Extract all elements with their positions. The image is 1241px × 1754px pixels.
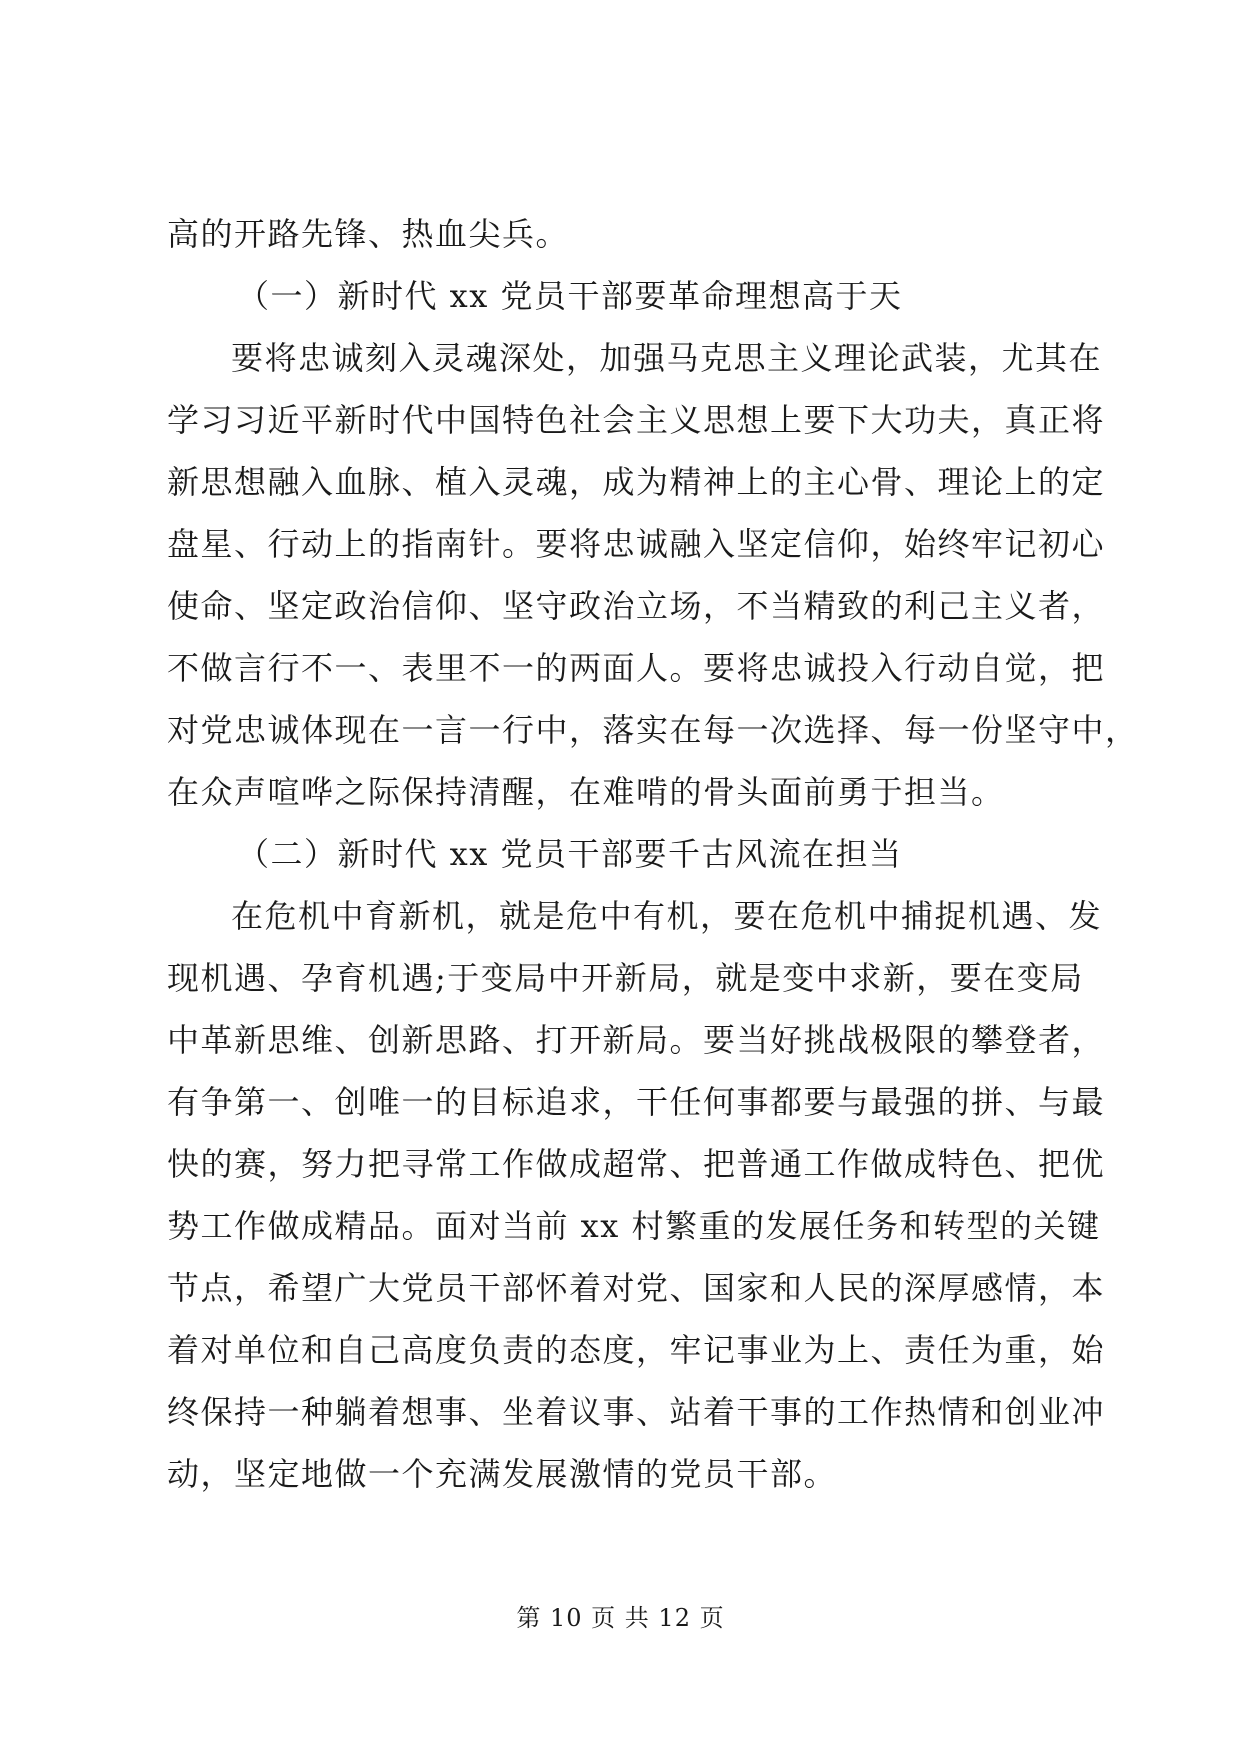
paragraph-line: 势工作做成精品。面对当前 xx 村繁重的发展任务和转型的关键 — [167, 1207, 1101, 1245]
page-number-footer: 第 10 页 共 12 页 — [516, 1604, 725, 1632]
paragraph-line: 节点，希望广大党员干部怀着对党、国家和人民的深厚感情，本 — [167, 1269, 1106, 1307]
paragraph-line: 在危机中育新机，就是危中有机，要在危机中捕捉机遇、发 — [231, 897, 1103, 935]
paragraph-line: 终保持一种躺着想事、坐着议事、站着干事的工作热情和创业冲 — [167, 1393, 1106, 1431]
paragraph-line: 中革新思维、创新思路、打开新局。要当好挑战极限的攀登者， — [167, 1021, 1106, 1059]
document-body — [167, 203, 1139, 1505]
paragraph-line: 要将忠诚刻入灵魂深处，加强马克思主义理论武装，尤其在 — [231, 339, 1103, 377]
paragraph-line: 动，坚定地做一个充满发展激情的党员干部。 — [167, 1455, 838, 1493]
paragraph-line: 在众声喧哗之际保持清醒，在难啃的骨头面前勇于担当。 — [167, 773, 1005, 811]
paragraph-line: 快的赛，努力把寻常工作做成超常、把普通工作做成特色、把优 — [167, 1145, 1106, 1183]
paragraph-line: 不做言行不一、表里不一的两面人。要将忠诚投入行动自觉，把 — [167, 649, 1106, 687]
section-heading-1: （一）新时代 xx 党员干部要革命理想高于天 — [237, 277, 903, 315]
paragraph-line: 有争第一、创唯一的目标追求，干任何事都要与最强的拼、与最 — [167, 1083, 1106, 1121]
paragraph-line: 着对单位和自己高度负责的态度，牢记事业为上、责任为重，始 — [167, 1331, 1106, 1369]
paragraph-line: 使命、坚定政治信仰、坚守政治立场，不当精致的利己主义者， — [167, 587, 1106, 625]
paragraph-line: 对党忠诚体现在一言一行中，落实在每一次选择、每一份坚守中， — [167, 711, 1139, 749]
paragraph-line: 新思想融入血脉、植入灵魂，成为精神上的主心骨、理论上的定 — [167, 463, 1106, 501]
section-heading-2: （二）新时代 xx 党员干部要千古风流在担当 — [237, 835, 903, 873]
paragraph-line: 现机遇、孕育机遇;于变局中开新局，就是变中求新，要在变局 — [167, 959, 1084, 997]
paragraph-line: 学习习近平新时代中国特色社会主义思想上要下大功夫，真正将 — [167, 401, 1106, 439]
paragraph-line: 高的开路先锋、热血尖兵。 — [167, 215, 570, 253]
paragraph-line: 盘星、行动上的指南针。要将忠诚融入坚定信仰，始终牢记初心 — [167, 525, 1106, 563]
